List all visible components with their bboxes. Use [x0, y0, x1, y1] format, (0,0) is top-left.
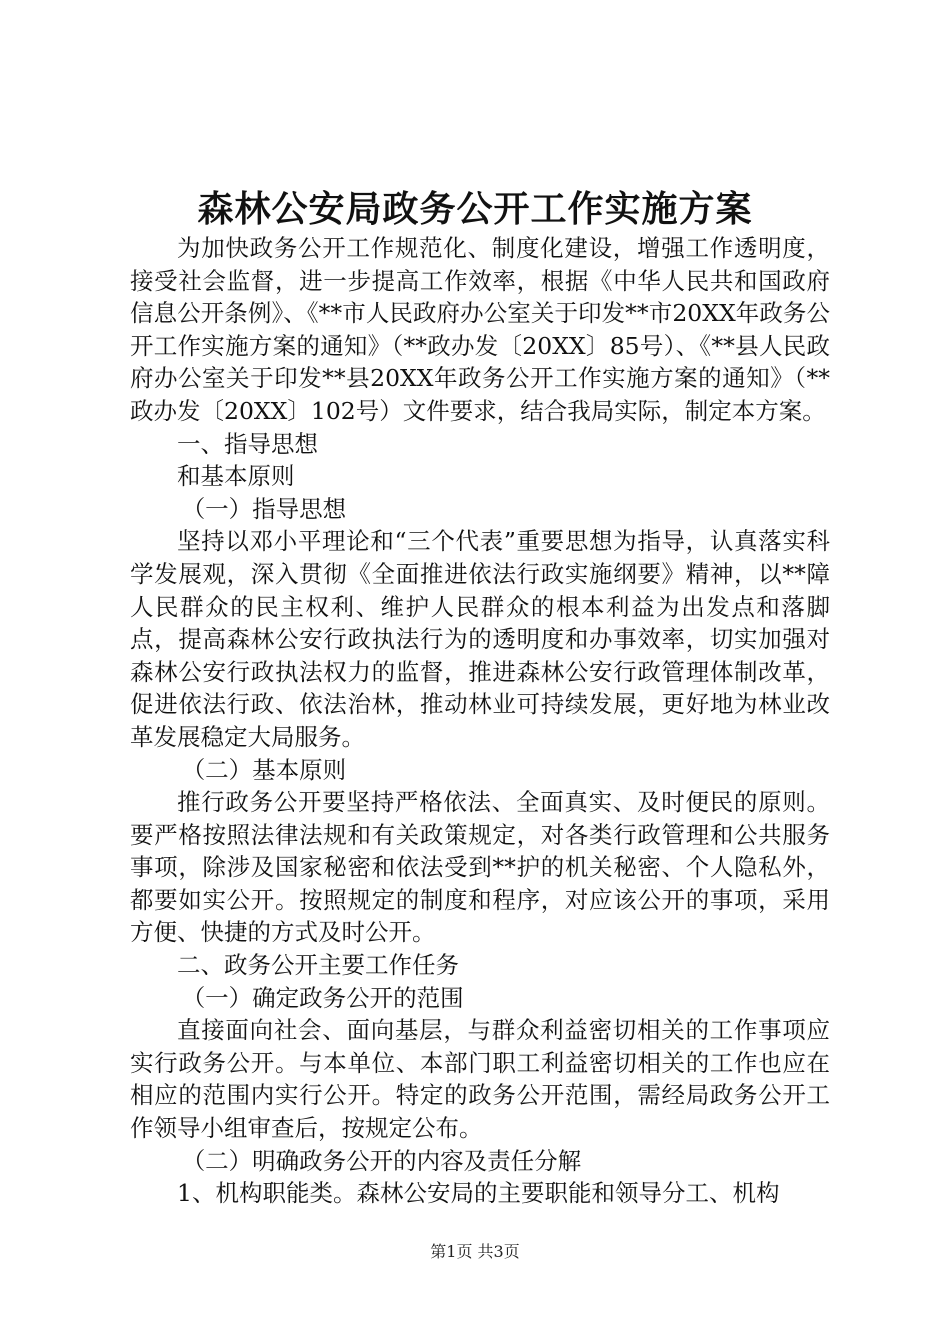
section-heading-1-continued: 和基本原则: [177, 462, 295, 491]
paragraph-scope: 直接面向社会、面向基层，与群众利益密切相关的工作事项应实行政务公开。与本单位、本部门职工利益密切相关的工作也应在相应的范围内实行公开。特定的政务公开范围，需经局政务公开工作领导小组审查后，按规定公布。: [130, 1016, 830, 1143]
paragraph-institution-functions: 1、机构职能类。森林公安局的主要职能和领导分工、机构: [177, 1179, 780, 1208]
paragraph-intro: 为加快政务公开工作规范化、制度化建设，增强工作透明度，接受社会监督，进一步提高工作效率，根据《中华人民共和国政府信息公开条例》、《**市人民政府办公室关于印发**市20XX年政务公开工作实施方案的通知》（**政办发〔20XX〕85号）、《**县人民政府办公室关于印发**县20XX年政务公开工作实施方案的通知》（**政办发〔20XX〕102号）文件要求，结合我局实际，制定本方案。: [130, 234, 830, 425]
paragraph-basic-principles: 推行政务公开要坚持严格依法、全面真实、及时便民的原则。要严格按照法律法规和有关政策规定，对各类行政管理和公共服务事项，除涉及国家秘密和依法受到**护的机关秘密、个人隐私外，都要如实公开。按照规定的制度和程序，对应该公开的事项，采用方便、快捷的方式及时公开。: [130, 788, 830, 947]
subsection-heading-guiding-thought: （一）指导思想: [181, 494, 347, 523]
section-heading-1: 一、指导思想: [177, 429, 318, 458]
section-heading-2: 二、政务公开主要工作任务: [177, 951, 459, 980]
page-footer: 第1页 共3页: [430, 1242, 520, 1261]
subsection-heading-content: （二）明确政务公开的内容及责任分解: [181, 1146, 582, 1175]
document-body: [130, 232, 830, 1210]
document-title: 森林公安局政务公开工作实施方案: [197, 188, 753, 230]
paragraph-guiding-thought: 坚持以邓小平理论和“三个代表”重要思想为指导，认真落实科学发展观，深入贯彻《全面推进依法行政实施纲要》精神，以**障人民群众的民主权利、维护人民群众的根本利益为出发点和落脚点，提高森林公安行政执法行为的透明度和办事效率，切实加强对森林公安行政执法权力的监督，推进森林公安行政管理体制改革，促进依法行政、依法治林，推动林业可持续发展，更好地为林业改革发展稳定大局服务。: [130, 527, 830, 751]
subsection-heading-basic-principles: （二）基本原则: [181, 755, 347, 784]
subsection-heading-scope: （一）确定政务公开的范围: [181, 983, 464, 1012]
